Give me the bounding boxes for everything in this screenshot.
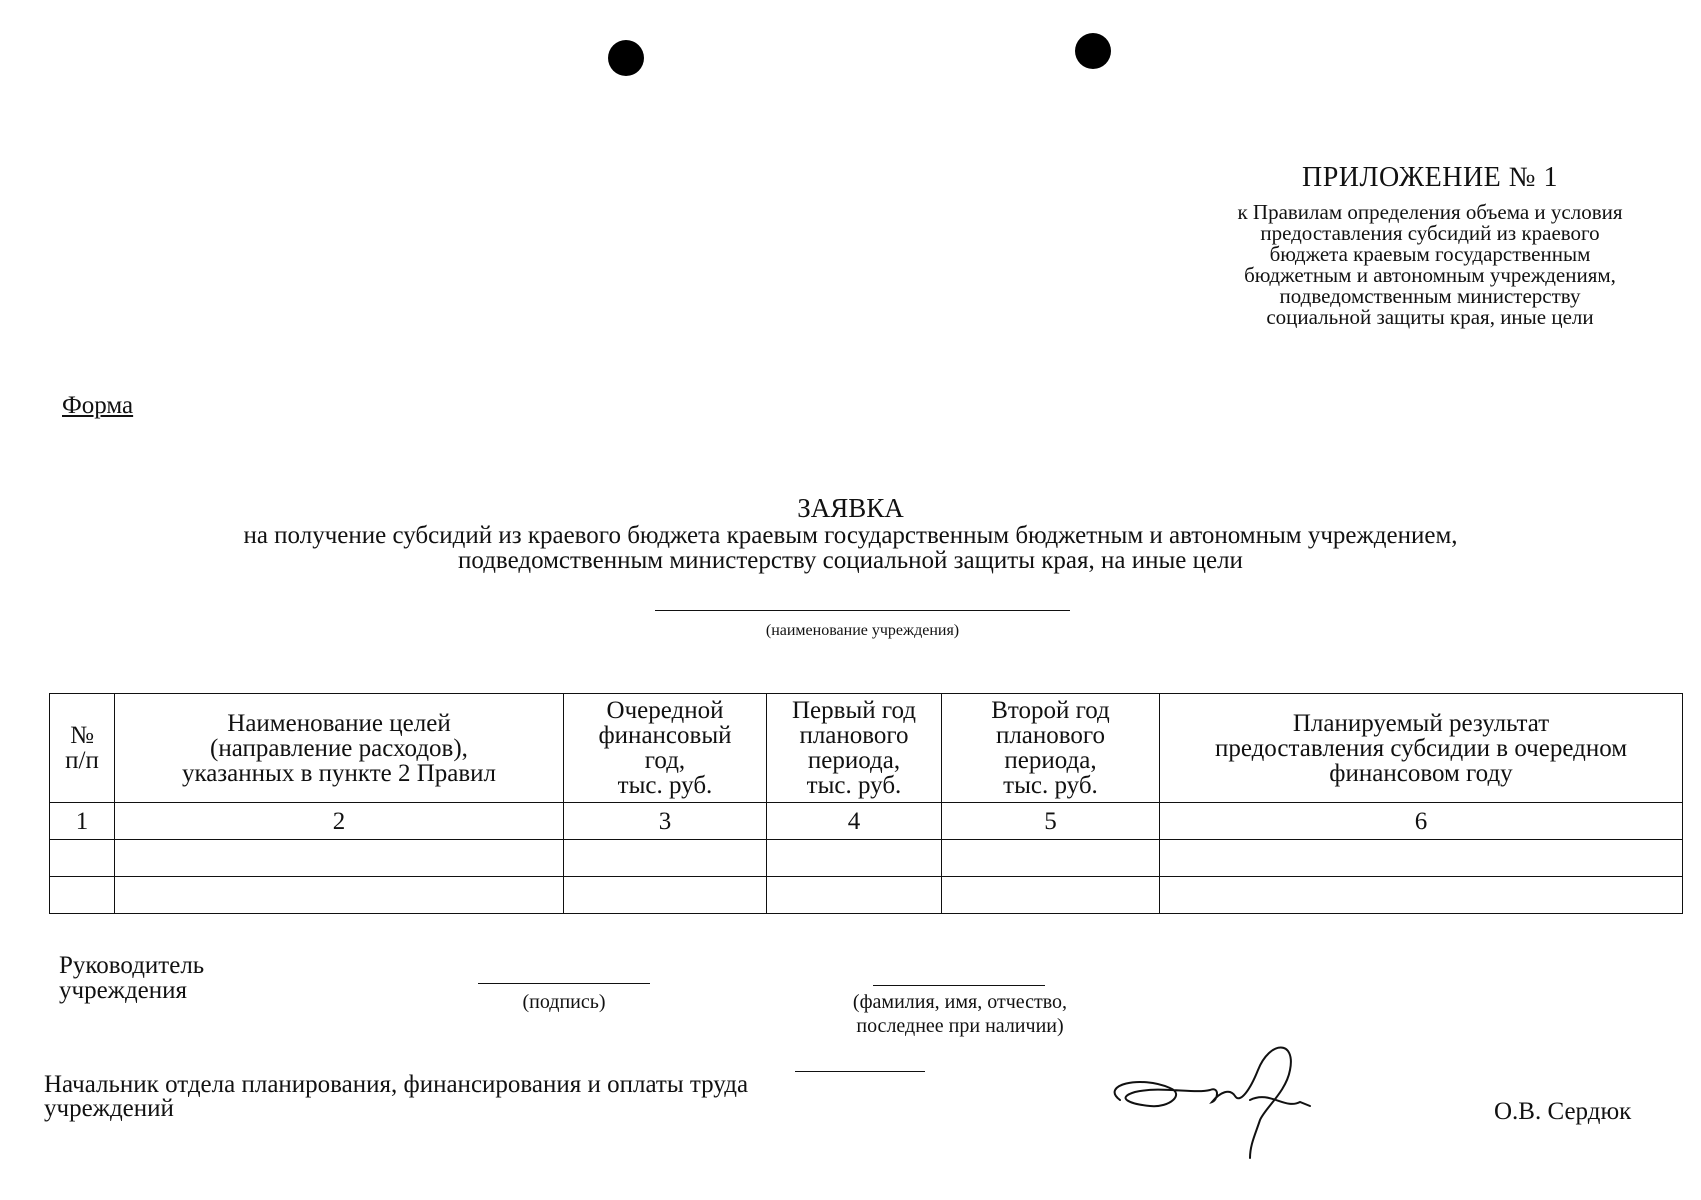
request-heading <box>0 493 1701 573</box>
signature-line <box>478 983 650 984</box>
appendix-header <box>1190 162 1670 328</box>
request-subtitle-line2: подведомственным министерству социальной защиты края, на иные цели <box>458 547 1243 574</box>
table-header-row <box>50 694 1683 803</box>
institution-name-caption: (наименование учреждения) <box>765 622 960 639</box>
column-number-cell: 6 <box>1160 803 1683 840</box>
table-cell <box>50 877 115 914</box>
table-cell <box>115 840 564 877</box>
column-number-cell: 4 <box>767 803 942 840</box>
full-name-caption: (фамилия, имя, отчество, последнее при наличии) <box>852 991 1068 1037</box>
header-col-current-year: Очередной финансовый год, тыс. руб. <box>564 694 767 803</box>
table-cell <box>564 877 767 914</box>
table-cell <box>767 840 942 877</box>
appendix-line: социальной защиты края, иные цели <box>1266 305 1594 329</box>
table-cell <box>942 877 1160 914</box>
table-cell <box>50 840 115 877</box>
punch-hole-right <box>1075 33 1111 69</box>
header-col-number: № п/п <box>50 694 115 803</box>
appendix-title: ПРИЛОЖЕНИЕ № 1 <box>1302 162 1558 193</box>
request-subtitle-line1: на получение субсидий из краевого бюджета краевым государственным бюджетным и автономным учреждением, <box>243 522 1458 549</box>
head-of-institution-label: Руководитель учреждения <box>59 952 205 1004</box>
handwritten-signature <box>1100 1030 1320 1165</box>
signer-name: О.В. Сердюк <box>1494 1098 1632 1125</box>
table-cell <box>564 840 767 877</box>
table-cell <box>1160 877 1683 914</box>
subsidy-table <box>49 693 1683 914</box>
chief-title: Начальник отдела планирования, финансирования и оплаты труда учреждений <box>44 1071 749 1122</box>
appendix-line: бюджетным и автономным учреждениям, <box>1244 263 1616 287</box>
signature-caption: (подпись) <box>522 991 606 1013</box>
request-title: ЗАЯВКА <box>797 493 904 523</box>
column-number-cell: 5 <box>942 803 1160 840</box>
table-cell <box>1160 840 1683 877</box>
column-number-cell: 2 <box>115 803 564 840</box>
header-col-second-plan-year: Второй год планового периода, тыс. руб. <box>942 694 1160 803</box>
header-col-first-plan-year: Первый год планового периода, тыс. руб. <box>767 694 942 803</box>
table-row <box>50 877 1683 914</box>
table-cell <box>115 877 564 914</box>
appendix-description <box>1190 202 1670 328</box>
appendix-line: бюджета краевым государственным <box>1269 242 1591 266</box>
punch-hole-left <box>608 40 644 76</box>
appendix-line: предоставления субсидий из краевого <box>1260 221 1600 245</box>
chief-signature-line <box>795 1071 925 1072</box>
table-cell <box>767 877 942 914</box>
header-col-goals: Наименование целей (направление расходов), указанных в пункте 2 Правил <box>115 694 564 803</box>
header-col-planned-result: Планируемый результат предоставления субсидии в очередном финансовом году <box>1160 694 1683 803</box>
appendix-line: к Правилам определения объема и условия <box>1237 200 1623 224</box>
institution-name-line <box>655 610 1070 611</box>
column-number-cell: 3 <box>564 803 767 840</box>
full-name-line <box>873 985 1045 986</box>
column-number-cell: 1 <box>50 803 115 840</box>
form-label: Форма <box>62 392 134 419</box>
table-row <box>50 840 1683 877</box>
table-row-column-numbers <box>50 803 1683 840</box>
appendix-line: подведомственным министерству <box>1279 284 1581 308</box>
table-cell <box>942 840 1160 877</box>
